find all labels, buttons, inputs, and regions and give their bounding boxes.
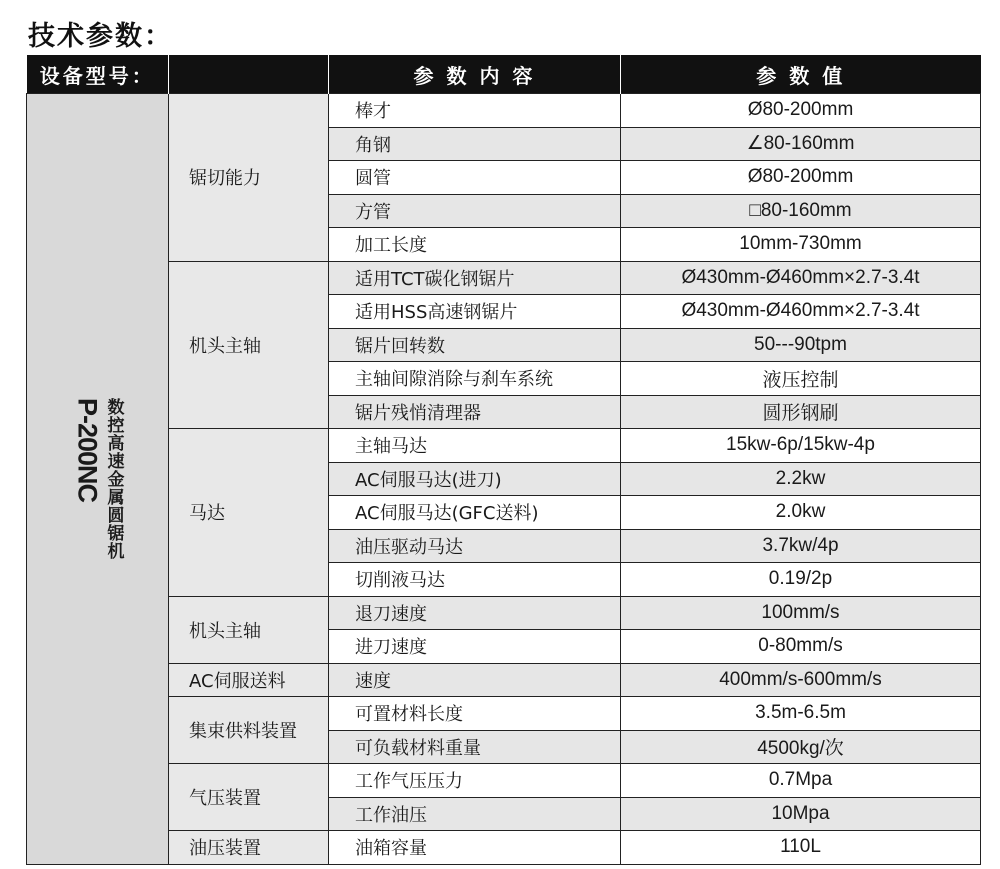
value-cell: 15kw-6p/15kw-4p <box>621 429 981 463</box>
item-cell: 进刀速度 <box>329 630 621 664</box>
value-cell: 10Mpa <box>621 797 981 831</box>
table-row <box>27 764 981 798</box>
item-cell: AC伺服马达(GFC送料) <box>329 496 621 530</box>
category-cell: 锯切能力 <box>169 94 329 262</box>
value-cell: □80-160mm <box>621 194 981 228</box>
item-cell: 适用TCT碳化钢锯片 <box>329 261 621 295</box>
value-cell: 4500kg/次 <box>621 730 981 764</box>
value-cell: 液压控制 <box>621 362 981 396</box>
value-cell: 100mm/s <box>621 596 981 630</box>
category-cell: 油压装置 <box>169 831 329 865</box>
page-title: 技术参数： <box>28 21 173 52</box>
item-cell: 切削液马达 <box>329 563 621 597</box>
table-row <box>27 663 981 697</box>
category-cell: AC伺服送料 <box>169 663 329 697</box>
item-cell: 角钢 <box>329 127 621 161</box>
table-row <box>27 831 981 865</box>
value-cell: 2.2kw <box>621 462 981 496</box>
item-cell: 油压驱动马达 <box>329 529 621 563</box>
item-cell: 适用HSS高速钢锯片 <box>329 295 621 329</box>
table-row <box>27 697 981 731</box>
item-cell: 方管 <box>329 194 621 228</box>
table-row <box>27 429 981 463</box>
item-cell: 加工长度 <box>329 228 621 262</box>
value-cell: 50---90tpm <box>621 328 981 362</box>
category-cell: 机头主轴 <box>169 596 329 663</box>
model-name: 数控高速金属圆锯机 <box>103 397 124 560</box>
value-cell: 0-80mm/s <box>621 630 981 664</box>
item-cell: 可置材料长度 <box>329 697 621 731</box>
model-cell <box>27 94 169 865</box>
value-cell: 3.5m-6.5m <box>621 697 981 731</box>
category-cell: 气压装置 <box>169 764 329 831</box>
value-cell: 10mm-730mm <box>621 228 981 262</box>
category-cell: 马达 <box>169 429 329 597</box>
value-cell: 2.0kw <box>621 496 981 530</box>
item-cell: 油箱容量 <box>329 831 621 865</box>
table-row <box>27 261 981 295</box>
value-cell: 400mm/s-600mm/s <box>621 663 981 697</box>
model-code: P-200NC <box>72 397 103 502</box>
header-content: 参 数 内 容 <box>329 55 621 94</box>
value-cell: Ø430mm-Ø460mm×2.7-3.4t <box>621 261 981 295</box>
header-row <box>27 55 981 94</box>
item-cell: 工作油压 <box>329 797 621 831</box>
header-value: 参 数 值 <box>621 55 981 94</box>
value-cell: 0.7Mpa <box>621 764 981 798</box>
item-cell: 主轴马达 <box>329 429 621 463</box>
item-cell: 工作气压压力 <box>329 764 621 798</box>
value-cell: Ø80-200mm <box>621 94 981 128</box>
item-cell: 棒才 <box>329 94 621 128</box>
value-cell: Ø80-200mm <box>621 161 981 195</box>
value-cell: 3.7kw/4p <box>621 529 981 563</box>
value-cell: 圆形钢刷 <box>621 395 981 429</box>
item-cell: 主轴间隙消除与刹车系统 <box>329 362 621 396</box>
category-cell: 集束供料装置 <box>169 697 329 764</box>
item-cell: 圆管 <box>329 161 621 195</box>
item-cell: 速度 <box>329 663 621 697</box>
value-cell: ∠80-160mm <box>621 127 981 161</box>
table-row <box>27 596 981 630</box>
item-cell: 退刀速度 <box>329 596 621 630</box>
item-cell: AC伺服马达(进刀) <box>329 462 621 496</box>
item-cell: 锯片回转数 <box>329 328 621 362</box>
category-cell: 机头主轴 <box>169 261 329 429</box>
table-row <box>27 94 981 128</box>
value-cell: 0.19/2p <box>621 563 981 597</box>
value-cell: 110L <box>621 831 981 865</box>
header-blank <box>169 55 329 94</box>
item-cell: 可负载材料重量 <box>329 730 621 764</box>
value-cell: Ø430mm-Ø460mm×2.7-3.4t <box>621 295 981 329</box>
spec-table <box>26 55 981 865</box>
header-model: 设备型号： <box>27 55 169 94</box>
item-cell: 锯片残悄清理器 <box>329 395 621 429</box>
